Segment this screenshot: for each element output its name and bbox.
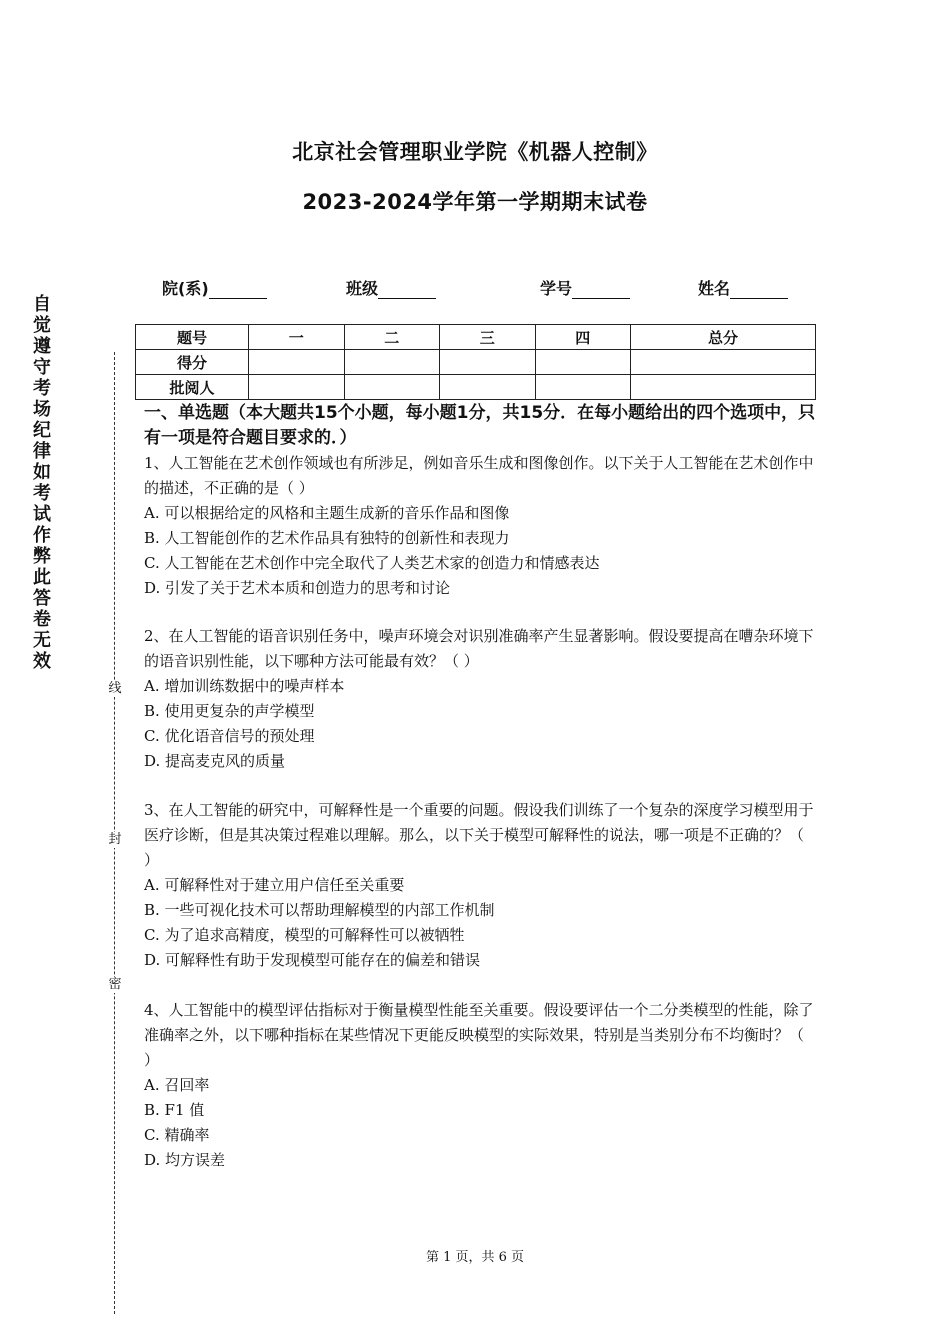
info-student-id bbox=[540, 276, 630, 299]
grader-row bbox=[136, 375, 816, 400]
info-name-blank[interactable] bbox=[730, 282, 788, 299]
question-3 bbox=[144, 798, 816, 973]
question-stem: 4、人工智能中的模型评估指标对于衡量模型性能至关重要。假设要评估一个二分类模型的性能，除了准确率之外，以下哪种指标在某些情况下更能反映模型的实际效果，特别是当类别分布不均衡时？（ ） bbox=[144, 1001, 814, 1069]
grader-cell[interactable] bbox=[535, 375, 631, 400]
question-1 bbox=[144, 451, 816, 601]
info-name-label: 姓名 bbox=[698, 279, 731, 298]
score-row-label: 得分 bbox=[136, 350, 249, 375]
question-stem: 3、在人工智能的研究中，可解释性是一个重要的问题。假设我们训练了一个复杂的深度学习模型用于医疗诊断，但是其决策过程难以理解。那么，以下关于模型可解释性的说法，哪一项是不正确的？（ ） bbox=[144, 801, 814, 869]
question-4 bbox=[144, 998, 816, 1173]
info-class-blank[interactable] bbox=[378, 282, 436, 299]
info-student-id-blank[interactable] bbox=[572, 282, 630, 299]
score-row bbox=[136, 350, 816, 375]
option-b: B. 一些可视化技术可以帮助理解模型的内部工作机制 bbox=[144, 901, 495, 919]
section1-heading: 一、单选题（本大题共15个小题，每小题1分，共15分．在每小题给出的四个选项中，只有一项是符合题目要求的．） bbox=[144, 403, 816, 448]
score-header-cell: 三 bbox=[440, 325, 536, 350]
option-b: B. 人工智能创作的艺术作品具有独特的创新性和表现力 bbox=[144, 529, 510, 547]
info-class bbox=[346, 276, 436, 299]
option-c: C. 优化语音信号的预处理 bbox=[144, 727, 315, 745]
score-cell[interactable] bbox=[249, 350, 345, 375]
seal-mark-line: 线 bbox=[108, 681, 122, 696]
seal-mark-secret: 密 bbox=[108, 977, 122, 992]
score-header-cell: 总分 bbox=[631, 325, 816, 350]
info-dept-label: 院(系) bbox=[162, 279, 209, 298]
question-2 bbox=[144, 624, 816, 774]
grader-cell[interactable] bbox=[631, 375, 816, 400]
side-notice: 自觉遵守考场纪律如考试作弊此答卷无效 bbox=[33, 294, 51, 672]
page-number: 第 1 页，共 6 页 bbox=[425, 1250, 525, 1265]
option-a: A. 可以根据给定的风格和主题生成新的音乐作品和图像 bbox=[144, 504, 510, 522]
question-stem: 2、在人工智能的语音识别任务中，噪声环境会对识别准确率产生显著影响。假设要提高在嘈杂环境下的语音识别性能，以下哪种方法可能最有效？（ ） bbox=[144, 627, 814, 670]
score-header-cell: 一 bbox=[249, 325, 345, 350]
grader-row-label: 批阅人 bbox=[136, 375, 249, 400]
exam-title-line1: 北京社会管理职业学院《机器人控制》 bbox=[292, 140, 658, 164]
option-d: D. 可解释性有助于发现模型可能存在的偏差和错误 bbox=[144, 951, 481, 969]
option-c: C. 精确率 bbox=[144, 1126, 210, 1144]
option-b: B. F1 值 bbox=[144, 1101, 205, 1119]
question-stem: 1、人工智能在艺术创作领域也有所涉足，例如音乐生成和图像创作。以下关于人工智能在艺术创作中的描述，不正确的是（ ） bbox=[144, 454, 814, 497]
option-d: D. 引发了关于艺术本质和创造力的思考和讨论 bbox=[144, 579, 451, 597]
info-student-id-label: 学号 bbox=[540, 279, 573, 298]
option-a: A. 可解释性对于建立用户信任至关重要 bbox=[144, 876, 405, 894]
option-c: C. 为了追求高精度，模型的可解释性可以被牺牲 bbox=[144, 926, 465, 944]
score-cell[interactable] bbox=[344, 350, 440, 375]
grader-cell[interactable] bbox=[344, 375, 440, 400]
score-cell[interactable] bbox=[535, 350, 631, 375]
exam-title-line2: 2023-2024学年第一学期期末试卷 bbox=[302, 190, 648, 214]
score-table bbox=[135, 324, 816, 400]
grader-cell[interactable] bbox=[440, 375, 536, 400]
option-b: B. 使用更复杂的声学模型 bbox=[144, 702, 315, 720]
option-c: C. 人工智能在艺术创作中完全取代了人类艺术家的创造力和情感表达 bbox=[144, 554, 600, 572]
grader-cell[interactable] bbox=[249, 375, 345, 400]
option-a: A. 召回率 bbox=[144, 1076, 210, 1094]
info-dept bbox=[162, 276, 267, 299]
info-class-label: 班级 bbox=[346, 279, 379, 298]
option-d: D. 均方误差 bbox=[144, 1151, 226, 1169]
score-cell[interactable] bbox=[440, 350, 536, 375]
seal-mark-seal: 封 bbox=[108, 832, 122, 847]
score-header-cell: 四 bbox=[535, 325, 631, 350]
score-header-cell: 二 bbox=[344, 325, 440, 350]
option-a: A. 增加训练数据中的噪声样本 bbox=[144, 677, 345, 695]
info-dept-blank[interactable] bbox=[209, 282, 267, 299]
score-header-cell: 题号 bbox=[136, 325, 249, 350]
score-cell[interactable] bbox=[631, 350, 816, 375]
option-d: D. 提高麦克风的质量 bbox=[144, 752, 286, 770]
info-name bbox=[698, 276, 788, 299]
score-table-header-row bbox=[136, 325, 816, 350]
